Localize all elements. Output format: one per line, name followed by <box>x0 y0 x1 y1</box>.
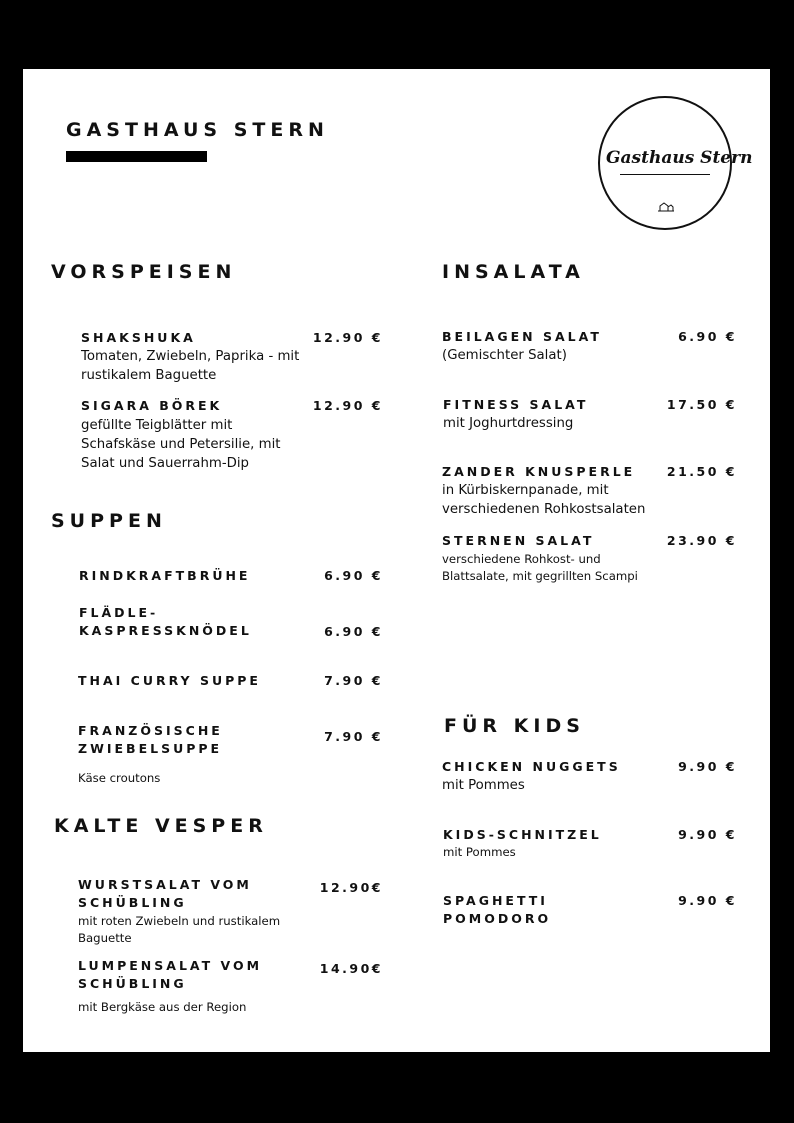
restaurant-title: GASTHAUS STERN <box>66 119 329 141</box>
item-desc-sternen-salat: verschiedene Rohkost- und Blattsalate, mit gegrillten Scampi <box>442 552 638 583</box>
item-price-shakshuka: 12.90 € <box>312 330 383 345</box>
item-desc-sigara-borek: gefüllte Teigblätter mit Schafskäse und Petersilie, mit Salat und Sauerrahm-Dip <box>81 418 281 471</box>
item-name-beilagen-salat: BEILAGEN SALAT <box>442 329 602 344</box>
item-name-kids-schnitzel: KIDS-SCHNITZEL <box>443 827 602 842</box>
item-price-sigara-borek: 12.90 € <box>312 398 383 413</box>
item-desc-zander-knusperle: in Kürbiskernpanade, mit verschiedenen Rohkostsalaten <box>442 483 646 517</box>
item-price-chicken-nuggets: 9.90 € <box>678 759 737 774</box>
menu-page <box>23 69 770 1052</box>
item-name-sigara-borek: SIGARA BÖREK <box>81 398 223 413</box>
section-title-kids: FÜR KIDS <box>444 715 585 737</box>
item-name-wurstsalat: WURSTSALAT VOM SCHÜBLING <box>78 877 252 910</box>
title-underline-bar <box>66 151 207 162</box>
item-desc-shakshuka: Tomaten, Zwiebeln, Paprika - mit rustikalem Baguette <box>81 349 300 383</box>
item-name-rindkraftbruehe: RINDKRAFTBRÜHE <box>79 568 251 583</box>
logo <box>598 96 753 230</box>
section-title-kalte-vesper: KALTE VESPER <box>54 815 268 837</box>
item-name-chicken-nuggets: CHICKEN NUGGETS <box>442 759 621 774</box>
item-name-franzoesische-zwiebelsuppe: FRANZÖSISCHE ZWIEBELSUPPE <box>78 723 223 756</box>
item-desc-kids-schnitzel: mit Pommes <box>443 845 516 859</box>
item-price-franzoesische-zwiebelsuppe: 7.90 € <box>324 729 383 744</box>
item-desc-wurstsalat: mit roten Zwiebeln und rustikalem Baguette <box>78 914 281 945</box>
item-price-lumpensalat: 14.90€ <box>319 961 383 976</box>
item-desc-chicken-nuggets: mit Pommes <box>442 778 525 793</box>
item-price-wurstsalat: 12.90€ <box>319 880 383 895</box>
item-price-beilagen-salat: 6.90 € <box>678 329 737 344</box>
item-name-fitness-salat: FITNESS SALAT <box>443 397 589 412</box>
item-name-thai-curry-suppe: THAI CURRY SUPPE <box>78 673 261 688</box>
item-price-fitness-salat: 17.50 € <box>666 397 737 412</box>
item-desc-fitness-salat: mit Joghurtdressing <box>443 416 574 431</box>
item-price-rindkraftbruehe: 6.90 € <box>324 568 383 583</box>
item-price-zander-knusperle: 21.50 € <box>666 464 737 479</box>
section-title-insalata: INSALATA <box>442 261 585 283</box>
item-price-sternen-salat: 23.90 € <box>666 533 737 548</box>
item-desc-lumpensalat: mit Bergkäse aus der Region <box>78 1000 247 1014</box>
item-desc-beilagen-salat: (Gemischter Salat) <box>442 348 567 363</box>
item-price-spaghetti-pomodoro: 9.90 € <box>678 893 737 908</box>
item-desc-franzoesische-zwiebelsuppe: Käse croutons <box>78 771 161 785</box>
item-name-lumpensalat: LUMPENSALAT VOM SCHÜBLING <box>78 958 263 991</box>
item-price-thai-curry-suppe: 7.90 € <box>324 673 383 688</box>
item-name-zander-knusperle: ZANDER KNUSPERLE <box>442 464 636 479</box>
logo-text: Gasthaus Stern <box>606 148 753 168</box>
item-name-spaghetti-pomodoro: SPAGHETTI POMODORO <box>443 893 552 926</box>
section-title-suppen: SUPPEN <box>51 510 167 532</box>
section-title-vorspeisen: VORSPEISEN <box>51 261 237 283</box>
house-icon <box>657 202 675 212</box>
item-name-sternen-salat: STERNEN SALAT <box>442 533 595 548</box>
item-price-kids-schnitzel: 9.90 € <box>678 827 737 842</box>
item-name-flaedle-kaspressknoedel: FLÄDLE- KASPRESSKNÖDEL <box>79 605 252 638</box>
item-price-flaedle-kaspressknoedel: 6.90 € <box>324 624 383 639</box>
item-name-shakshuka: SHAKSHUKA <box>81 330 196 345</box>
logo-underline <box>620 174 710 175</box>
